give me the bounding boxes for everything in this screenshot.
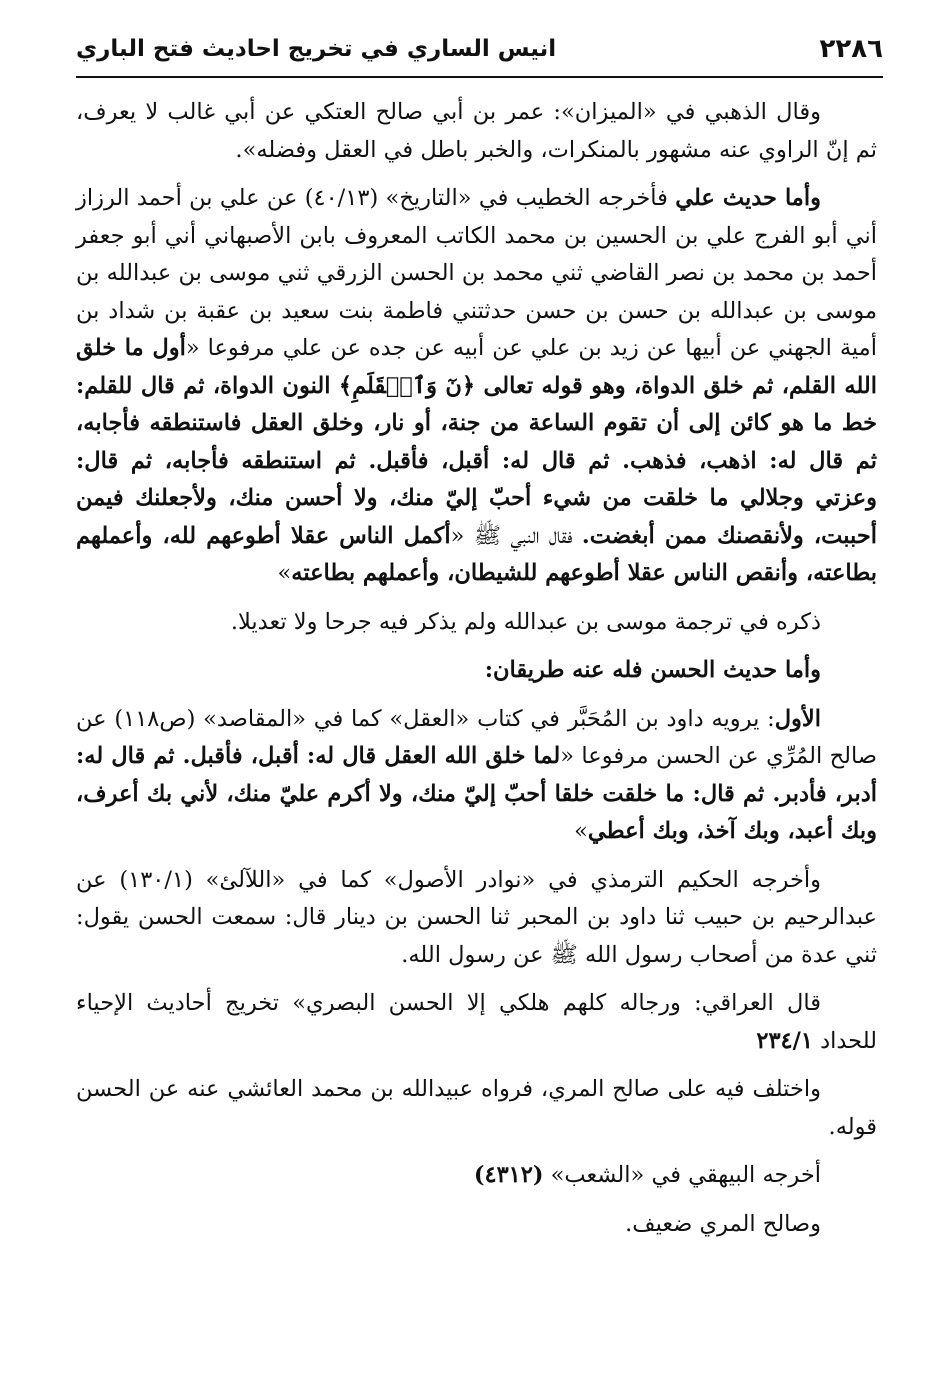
closing-quote: » [277,560,292,586]
page-body [76,94,877,1254]
section-lead: الأول [774,705,821,732]
hadith-text: لما خلق الله العقل قال له: أقبل، فأقبل. ثم قال له: أدبر، فأدبر. ثم قال: ما خلقت خلقا أحبّ إليّ منك، ولا أكرم عليّ منك، لأني بك أعرف، وبك أعبد، وبك آخذ، وبك أعطي [76,743,877,844]
hadith-text: أول ما خلق الله القلم، ثم خلق الدواة، وهو قوله تعالى ﴿نٓ وَٱلۡقَلَمِ﴾ النون الدواة، ثم قال للقلم: خط ما هو كائن إلى أن تقوم الساعة من جنة، أو نار، وخلق العقل فاستنطقه فأجابه، ثم قال له: اذهب، فذهب. ثم قال له: أقبل، فأقبل. ثم استنطقه فأجابه، ثم قال: وعزتي وجلالي ما خلقت من شيء أحبّ إليّ منك، ولا أحسن منك، ولأجعلنك فيمن أحببت، ولأنقصنك ممن أبغضت. [76,335,877,549]
paragraph-text: فقال النبي ﷺ « [450,522,582,549]
paragraph-bayhaqi [76,1157,877,1195]
page-number: ٢٢٨٦ [819,34,883,64]
paragraph-text: فأخرجه الخطيب في «التاريخ» (٤٠/١٣) عن علي بن أحمد الرزاز أني أبو الفرج علي بن الحسين بن محمد الكاتب المعروف بابن الأصبهاني أني أبو جعفر أحمد بن محمد بن نصر القاضي ثني محمد بن الحسن الزرقي ثني موسى بن عبدالله بن موسى بن عبدالله بن حسن بن حسن حدثتني فاطمة بنت سعيد بن عقبة بن شداد بن أمية الجهني عن أبيها عن زيد بن علي عن أبيه عن جده عن علي مرفوعا « [76,185,877,361]
paragraph-text: أخرجه البيهقي في «الشعب» [543,1162,821,1188]
reference-number: ٢٣٤/١ [756,1027,813,1054]
paragraph-iraqi [76,985,877,1060]
hadith-text: أكمل الناس عقلا أطوعهم لله، وأعملهم بطاعته، وأنقص الناس عقلا أطوعهم للشيطان، وأعملهم بطاعته [76,522,877,586]
paragraph-text: وأخرجه الحكيم الترمذي في «نوادر الأصول» كما في «اللآلئ» (١٣٠/١) عن عبدالرحيم بن حبيب ثنا داود بن المحبر ثنا الحسن بن دينار قال: سمعت الحسن يقول: ثني عدة من أصحاب رسول الله ﷺ عن رسول الله. [76,866,877,968]
paragraph-tarjama [76,604,877,642]
paragraph-ikhtilaf [76,1071,877,1146]
paragraph-conclusion [76,1206,877,1244]
paragraph-text: وقال الذهبي في «الميزان»: عمر بن أبي صالح العتكي عن أبي غالب لا يعرف، ثم إنّ الراوي عنه مشهور بالمنكرات، والخبر باطل في العقل وفضله». [76,99,877,163]
reference-number: (٤٣١٢) [473,1162,544,1188]
running-title: انيس الساري في تخريج احاديث فتح الباري [76,36,557,62]
paragraph-text: قال العراقي: ورجاله كلهم هلكي إلا الحسن البصري» تخريج أحاديث الإحياء للحداد [76,990,877,1054]
closing-quote: » [574,818,588,844]
paragraph-ali-hadith [76,180,877,593]
page-header [76,28,883,78]
paragraph-text: : يرويه داود بن المُحَبَّر في كتاب «العقل» كما في «المقاصد» (ص١١٨) عن صالح المُرِّي عن الحسن مرفوعا « [76,705,877,769]
paragraph-hasan-heading [76,652,877,690]
paragraph-text: ذكره في ترجمة موسى بن عبدالله ولم يذكر فيه جرحا ولا تعديلا. [230,608,821,635]
paragraph-dhahabi [76,94,877,169]
paragraph-hakim [76,862,877,975]
paragraph-text: وصالح المري ضعيف. [625,1210,821,1237]
paragraph-text: واختلف فيه على صالح المري، فرواه عبيدالله بن محمد العائشي عنه عن الحسن قوله. [76,1076,877,1140]
paragraph-first-route [76,701,877,851]
section-heading: وأما حديث الحسن فله عنه طريقان: [484,657,821,683]
section-lead: وأما حديث علي [675,185,821,211]
